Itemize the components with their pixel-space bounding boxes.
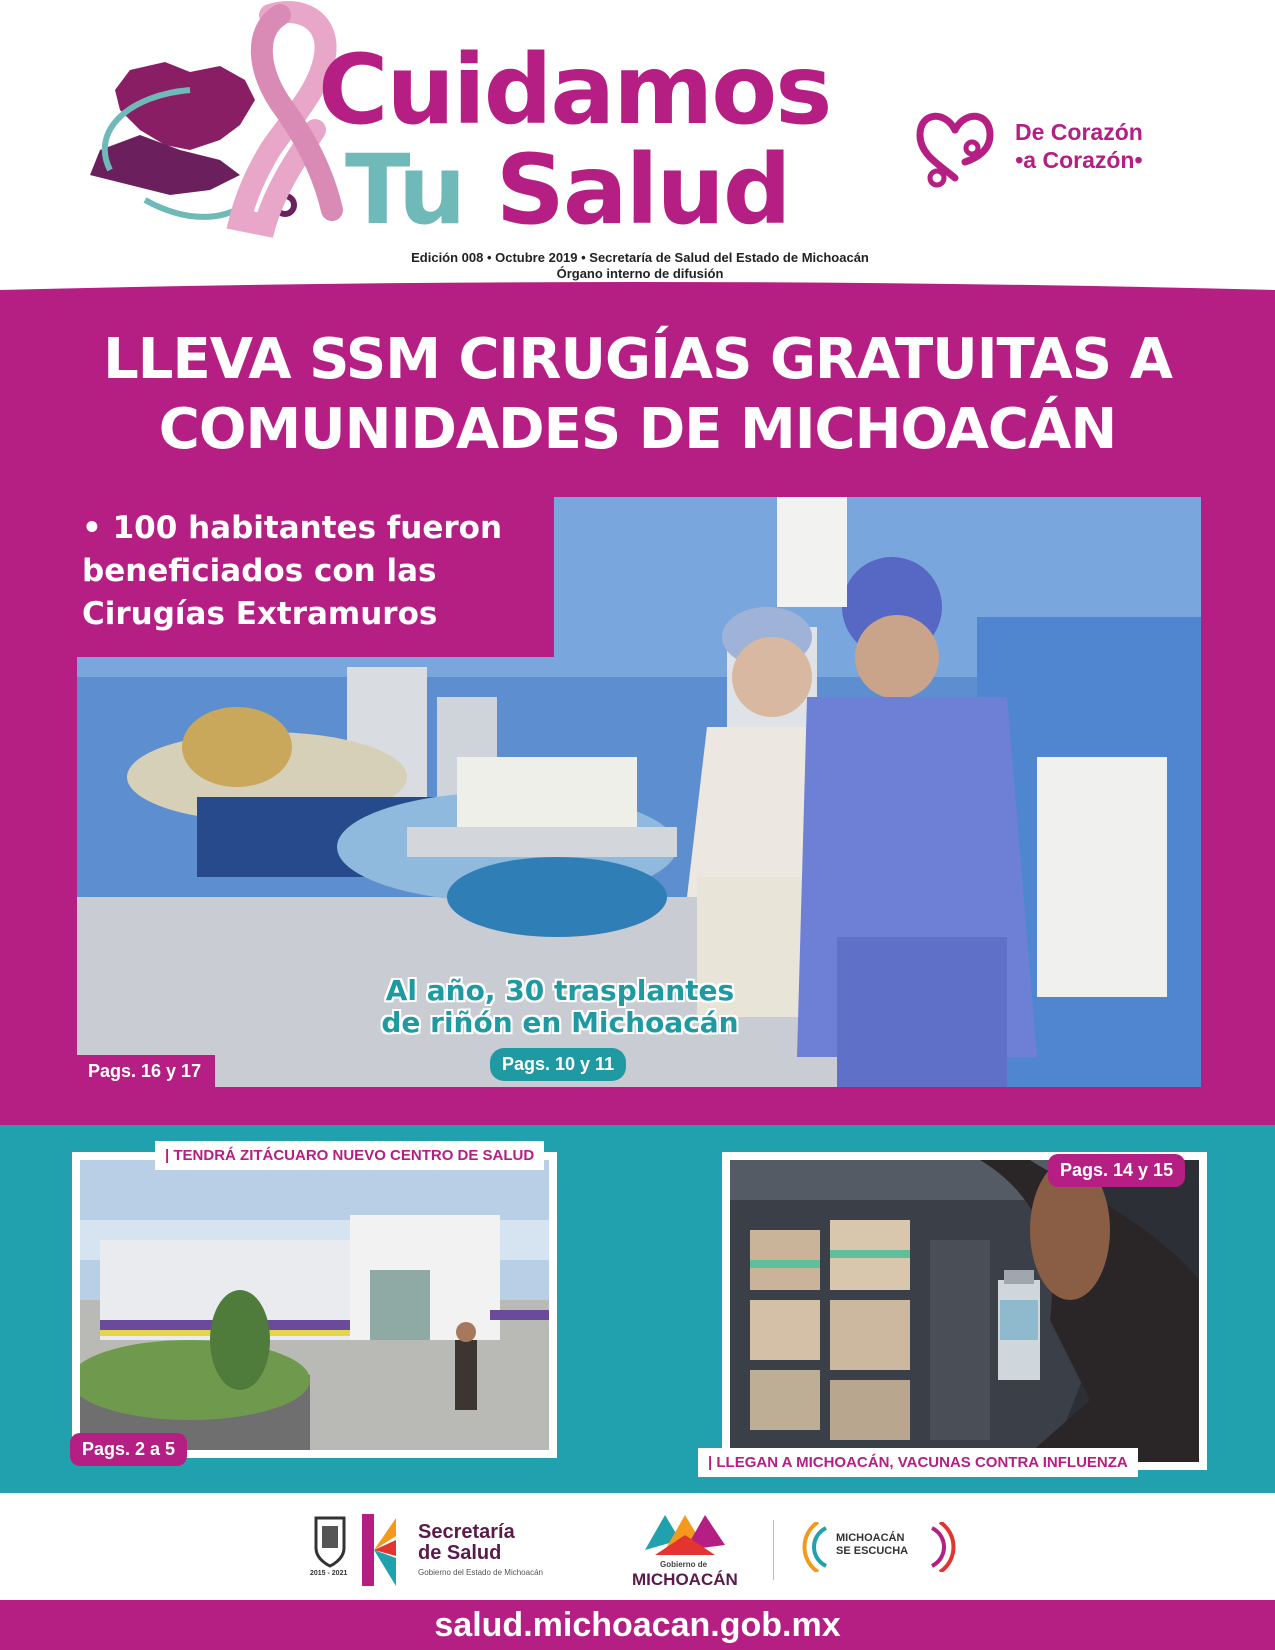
title-tu: Tu: [345, 134, 465, 246]
bullet-line: beneficiados con las: [82, 553, 437, 589]
title-cuidamos: Cuidamos: [318, 34, 831, 146]
secretaria-salud-name: [418, 1522, 515, 1564]
heart-stethoscope-icon: [915, 100, 995, 190]
pages-2-5-badge[interactable]: Pags. 2 a 5: [70, 1433, 187, 1466]
kidney-transplant-note: [360, 975, 760, 1039]
state-coat-of-arms-icon: [310, 1512, 350, 1576]
vaccines-headline-tag[interactable]: | LLEGAN A MICHOACÁN, VACUNAS CONTRA INFLUENZA: [698, 1448, 1138, 1477]
gobierno-michoacan-logo-icon: [640, 1510, 730, 1560]
sound-waves-left-icon: [800, 1522, 830, 1572]
slogan-line: De Corazón: [1015, 119, 1143, 145]
zitacuaro-headline-tag[interactable]: | TENDRÁ ZITÁCUARO NUEVO CENTRO DE SALUD: [155, 1141, 544, 1170]
title-salud: Salud: [495, 134, 790, 246]
zitacuaro-story-card[interactable]: [72, 1152, 557, 1458]
edition-line: Edición 008 • Octubre 2019 • Secretaría de Salud del Estado de Michoacán: [411, 250, 869, 265]
pages-16-17-badge[interactable]: Pags. 16 y 17: [74, 1055, 215, 1088]
masthead: [0, 0, 1275, 290]
gobierno-michoacan-label: MICHOACÁN: [632, 1570, 738, 1589]
kidney-line: de riñón en Michoacán: [381, 1006, 739, 1039]
pages-14-15-badge[interactable]: Pags. 14 y 15: [1048, 1154, 1185, 1187]
secretaria-salud-k-logo: [360, 1510, 400, 1590]
vaccines-story-card[interactable]: [722, 1152, 1207, 1470]
escucha-line: SE ESCUCHA: [836, 1545, 909, 1557]
michoacan-se-escucha-label: [836, 1532, 908, 1558]
edition-info: [340, 250, 940, 282]
sound-waves-right-icon: [928, 1522, 958, 1572]
years-label: 2015 - 2021: [310, 1570, 348, 1577]
vaccine-vial-photo: [730, 1160, 1199, 1462]
secretaria-subtitle: Gobierno del Estado de Michoacán: [418, 1568, 543, 1577]
title-tu-salud: [345, 134, 790, 246]
headline-line: COMUNIDADES DE MICHOACÁN: [158, 397, 1117, 462]
edition-subline: Órgano interno de difusión: [556, 266, 724, 281]
secretaria-line: de Salud: [418, 1542, 502, 1564]
footer-logos: [0, 1500, 1275, 1600]
slogan: [1015, 118, 1143, 174]
kidney-line: Al año, 30 trasplantes: [385, 974, 735, 1007]
bullet-line: Cirugías Extramuros: [82, 596, 438, 632]
headline-line: LLEVA SSM CIRUGÍAS GRATUITAS A: [103, 327, 1172, 392]
slogan-line: •a Corazón•: [1015, 147, 1143, 173]
bullet-callout: [64, 497, 554, 657]
secretaria-line: Secretaría: [418, 1521, 515, 1543]
health-center-render: [80, 1160, 549, 1450]
escucha-line: MICHOACÁN: [836, 1532, 905, 1544]
gobierno-small-label: Gobierno de: [660, 1560, 708, 1569]
bullet-line: • 100 habitantes fueron: [82, 510, 503, 546]
footer-divider: [773, 1520, 774, 1580]
pages-10-11-badge[interactable]: Pags. 10 y 11: [490, 1048, 626, 1081]
website-url-link[interactable]: salud.michoacan.gob.mx: [0, 1600, 1275, 1650]
main-headline: [0, 325, 1275, 465]
